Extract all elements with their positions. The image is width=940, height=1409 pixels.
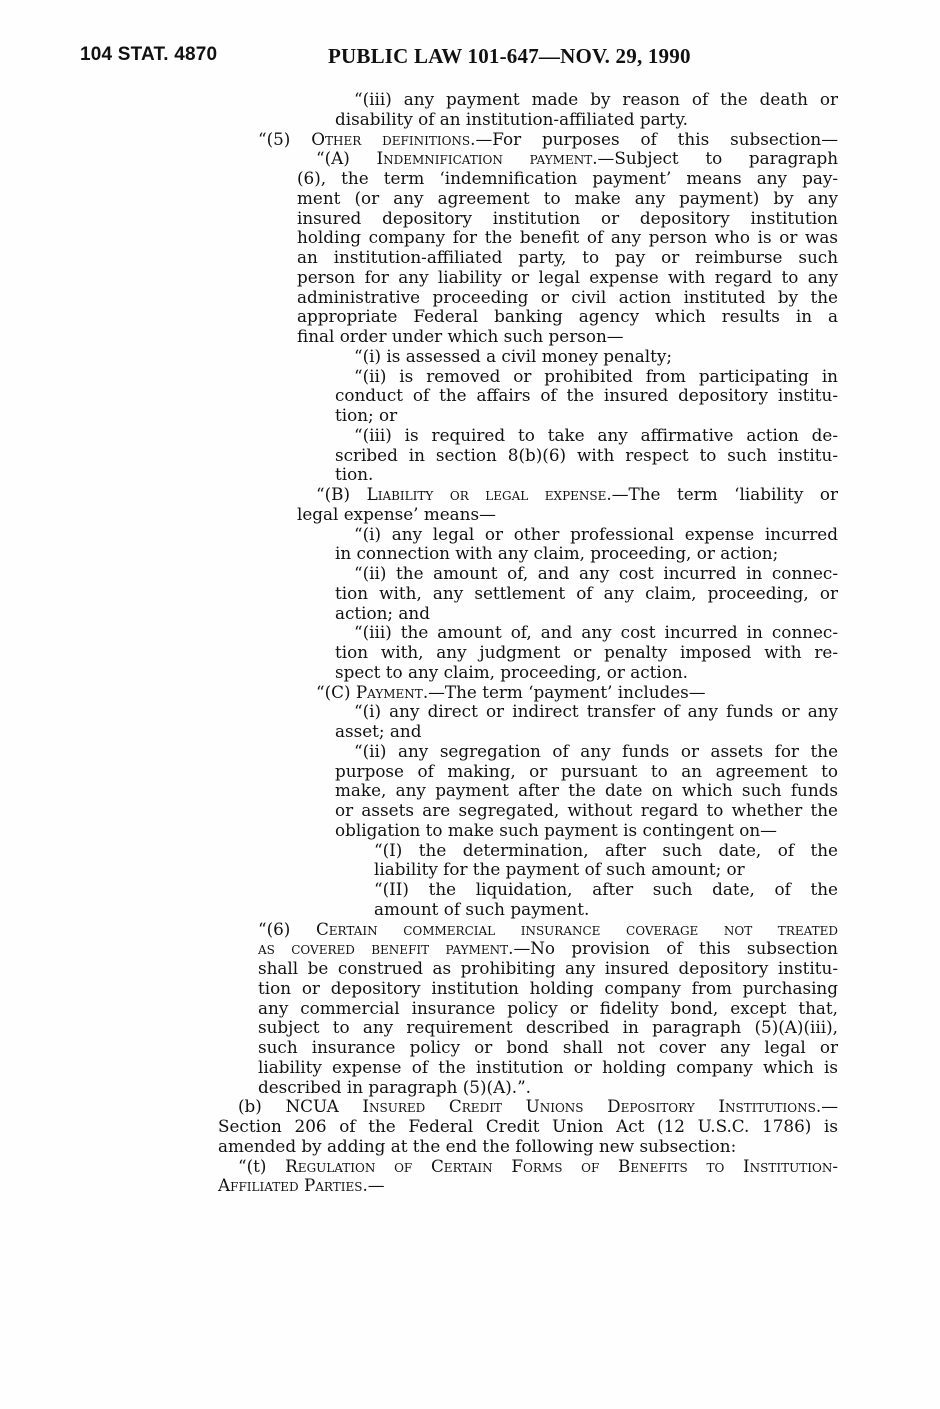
text-segment: .— xyxy=(362,1175,385,1196)
text-line xyxy=(354,701,838,721)
text-line xyxy=(354,563,838,583)
text-line xyxy=(258,1037,838,1057)
text-segment: tion with, any settlement of any claim, proceeding, or xyxy=(335,582,838,603)
text-line xyxy=(335,445,838,465)
text-line xyxy=(297,306,838,326)
text-segment: (6), the term ‘indemnification payment’ means any pay- xyxy=(297,168,838,188)
text-segment: “(ii) is removed or prohibited from participating in xyxy=(354,365,838,386)
text-segment: “(6) xyxy=(258,918,316,939)
text-line xyxy=(374,859,838,879)
text-segment: “(iii) any payment made by reason of the death or xyxy=(354,89,838,109)
text-segment: final order under which such person— xyxy=(297,326,624,346)
text-line xyxy=(258,1057,838,1077)
text-segment: “(I) the determination, after such date, of the xyxy=(374,839,838,860)
text-line xyxy=(297,188,838,208)
text-line xyxy=(258,1017,838,1037)
text-segment: “(i) is assessed a civil money penalty; xyxy=(354,345,673,366)
text-segment: any commercial insurance policy or fidelity bond, except that, xyxy=(258,997,838,1018)
text-segment: ment (or any agreement to make any payment) by any xyxy=(297,187,838,208)
text-line xyxy=(354,524,838,544)
small-caps-heading: as covered benefit payment xyxy=(258,938,509,959)
text-line xyxy=(335,662,838,682)
statute-page-number: 104 STAT. 4870 xyxy=(80,44,218,65)
text-line xyxy=(218,1175,838,1195)
text-segment: person for any liability or legal expense with regard to any xyxy=(297,266,838,287)
text-line xyxy=(335,642,838,662)
page-header xyxy=(58,44,858,74)
text-line xyxy=(258,1077,838,1097)
small-caps-heading: Payment xyxy=(355,681,423,702)
text-segment: amended by adding at the end the following new subsection: xyxy=(218,1135,737,1156)
text-line xyxy=(297,168,838,188)
text-line xyxy=(316,148,838,168)
text-line xyxy=(218,1116,838,1136)
text-segment: asset; and xyxy=(335,721,422,741)
text-segment: insured depository institution or depository institution xyxy=(297,207,838,228)
text-line xyxy=(335,820,838,840)
text-segment: “(ii) any segregation of any funds or assets for the xyxy=(354,740,838,761)
text-line xyxy=(316,484,838,504)
text-segment: tion with, any judgment or penalty imposed with re- xyxy=(335,642,838,662)
text-line xyxy=(335,543,838,563)
text-segment: tion. xyxy=(335,464,374,485)
text-segment: subject to any requirement described in paragraph (5)(A)(iii), xyxy=(258,1017,838,1038)
text-line xyxy=(335,464,838,484)
text-segment: tion or depository institution holding company from purchasing xyxy=(258,977,838,998)
text-line xyxy=(297,247,838,267)
text-segment: .— xyxy=(815,1096,838,1117)
text-segment: spect to any claim, proceeding, or action. xyxy=(335,661,688,682)
running-title: PUBLIC LAW 101-647—NOV. 29, 1990 xyxy=(328,44,691,68)
text-segment: .—Subject to paragraph xyxy=(592,148,838,169)
text-line xyxy=(354,741,838,761)
text-segment: Section 206 of the Federal Credit Union Act (12 U.S.C. 1786) is xyxy=(218,1116,838,1136)
text-segment: “(II) the liquidation, after such date, of the xyxy=(374,879,838,899)
text-line xyxy=(297,326,838,346)
text-segment: or assets are segregated, without regard to whether the xyxy=(335,800,838,820)
text-line xyxy=(297,504,838,524)
text-line xyxy=(297,287,838,307)
text-line xyxy=(354,346,838,366)
text-segment: scribed in section 8(b)(6) with respect to such institu- xyxy=(335,444,838,465)
text-segment: “(t) xyxy=(238,1155,286,1176)
text-segment: “(C) xyxy=(316,681,356,702)
text-segment: in connection with any claim, proceeding, or action; xyxy=(335,543,779,564)
text-line xyxy=(316,682,838,702)
text-segment: amount of such payment. xyxy=(374,898,590,919)
text-segment: .—The term ‘liability or xyxy=(606,484,838,504)
text-segment: obligation to make such payment is contingent on— xyxy=(335,819,777,840)
text-segment: tion; or xyxy=(335,405,398,425)
text-segment: make, any payment after the date on which such funds xyxy=(335,780,838,801)
text-segment: “(A) xyxy=(316,148,377,169)
small-caps-heading: Insured Credit Unions Depository Institutions xyxy=(362,1096,816,1117)
text-line xyxy=(297,267,838,287)
text-segment: “(5) xyxy=(258,128,312,149)
text-line xyxy=(238,1096,838,1116)
text-line xyxy=(335,761,838,781)
text-segment: “(i) any direct or indirect transfer of any funds or any xyxy=(354,701,838,722)
text-line xyxy=(258,919,838,939)
text-line xyxy=(354,622,838,642)
text-segment: holding company for the benefit of any person who is or was xyxy=(297,227,838,248)
text-segment: legal expense’ means— xyxy=(297,503,496,524)
text-line xyxy=(335,385,838,405)
small-caps-heading: Other definitions xyxy=(311,128,471,149)
text-line xyxy=(258,978,838,998)
text-segment: .—The term ‘payment’ includes— xyxy=(422,681,706,702)
text-line xyxy=(258,958,838,978)
text-line xyxy=(354,366,838,386)
text-line xyxy=(297,208,838,228)
text-line xyxy=(297,227,838,247)
text-segment: “(ii) the amount of, and any cost incurred in connec- xyxy=(354,563,838,583)
text-segment: liability expense of the institution or holding company which is xyxy=(258,1056,838,1077)
text-segment: “(iii) the amount of, and any cost incurred in connec- xyxy=(354,622,838,643)
text-segment: “(B) xyxy=(316,484,367,504)
text-line xyxy=(238,1156,838,1176)
small-caps-heading: Liability or legal expense xyxy=(366,484,607,504)
text-line xyxy=(335,583,838,603)
text-line xyxy=(258,998,838,1018)
text-line xyxy=(258,129,838,149)
text-segment: described in paragraph (5)(A).”. xyxy=(258,1076,531,1097)
text-segment: administrative proceeding or civil action instituted by the xyxy=(297,286,838,307)
text-line xyxy=(335,603,838,623)
text-line xyxy=(335,780,838,800)
small-caps-heading: Certain commercial insurance coverage not treated xyxy=(315,918,838,939)
text-segment: action; and xyxy=(335,602,430,623)
text-line xyxy=(218,1136,838,1156)
text-line xyxy=(354,425,838,445)
text-line xyxy=(374,879,838,899)
text-line xyxy=(374,840,838,860)
text-line xyxy=(258,938,838,958)
text-segment: conduct of the affairs of the insured depository institu- xyxy=(335,385,838,406)
text-segment: such insurance policy or bond shall not cover any legal or xyxy=(258,1037,838,1057)
small-caps-heading: Regulation of Certain Forms of Benefits to Institution- xyxy=(285,1155,838,1176)
text-segment: an institution-affiliated party, to pay or reimburse such xyxy=(297,247,838,267)
text-segment: disability of an institution-affiliated party. xyxy=(335,108,688,129)
text-segment: liability for the payment of such amount; or xyxy=(374,859,745,880)
small-caps-heading: Affiliated Parties xyxy=(218,1175,363,1196)
small-caps-heading: Indemnification payment xyxy=(376,148,593,169)
text-segment: (b) NCUA xyxy=(238,1096,363,1117)
text-line xyxy=(335,405,838,425)
text-line xyxy=(335,109,838,129)
text-segment: .—No provision of this subsection xyxy=(508,938,838,959)
text-segment: shall be construed as prohibiting any insured depository institu- xyxy=(258,958,838,978)
text-segment: “(iii) is required to take any affirmative action de- xyxy=(354,424,838,445)
text-segment: appropriate Federal banking agency which results in a xyxy=(297,306,838,327)
text-line xyxy=(374,899,838,919)
text-line xyxy=(335,800,838,820)
text-line xyxy=(335,721,838,741)
text-segment: “(i) any legal or other professional expense incurred xyxy=(354,523,838,544)
text-line xyxy=(354,89,838,109)
text-segment: purpose of making, or pursuant to an agreement to xyxy=(335,760,838,781)
text-segment: .—For purposes of this subsection— xyxy=(470,128,838,149)
